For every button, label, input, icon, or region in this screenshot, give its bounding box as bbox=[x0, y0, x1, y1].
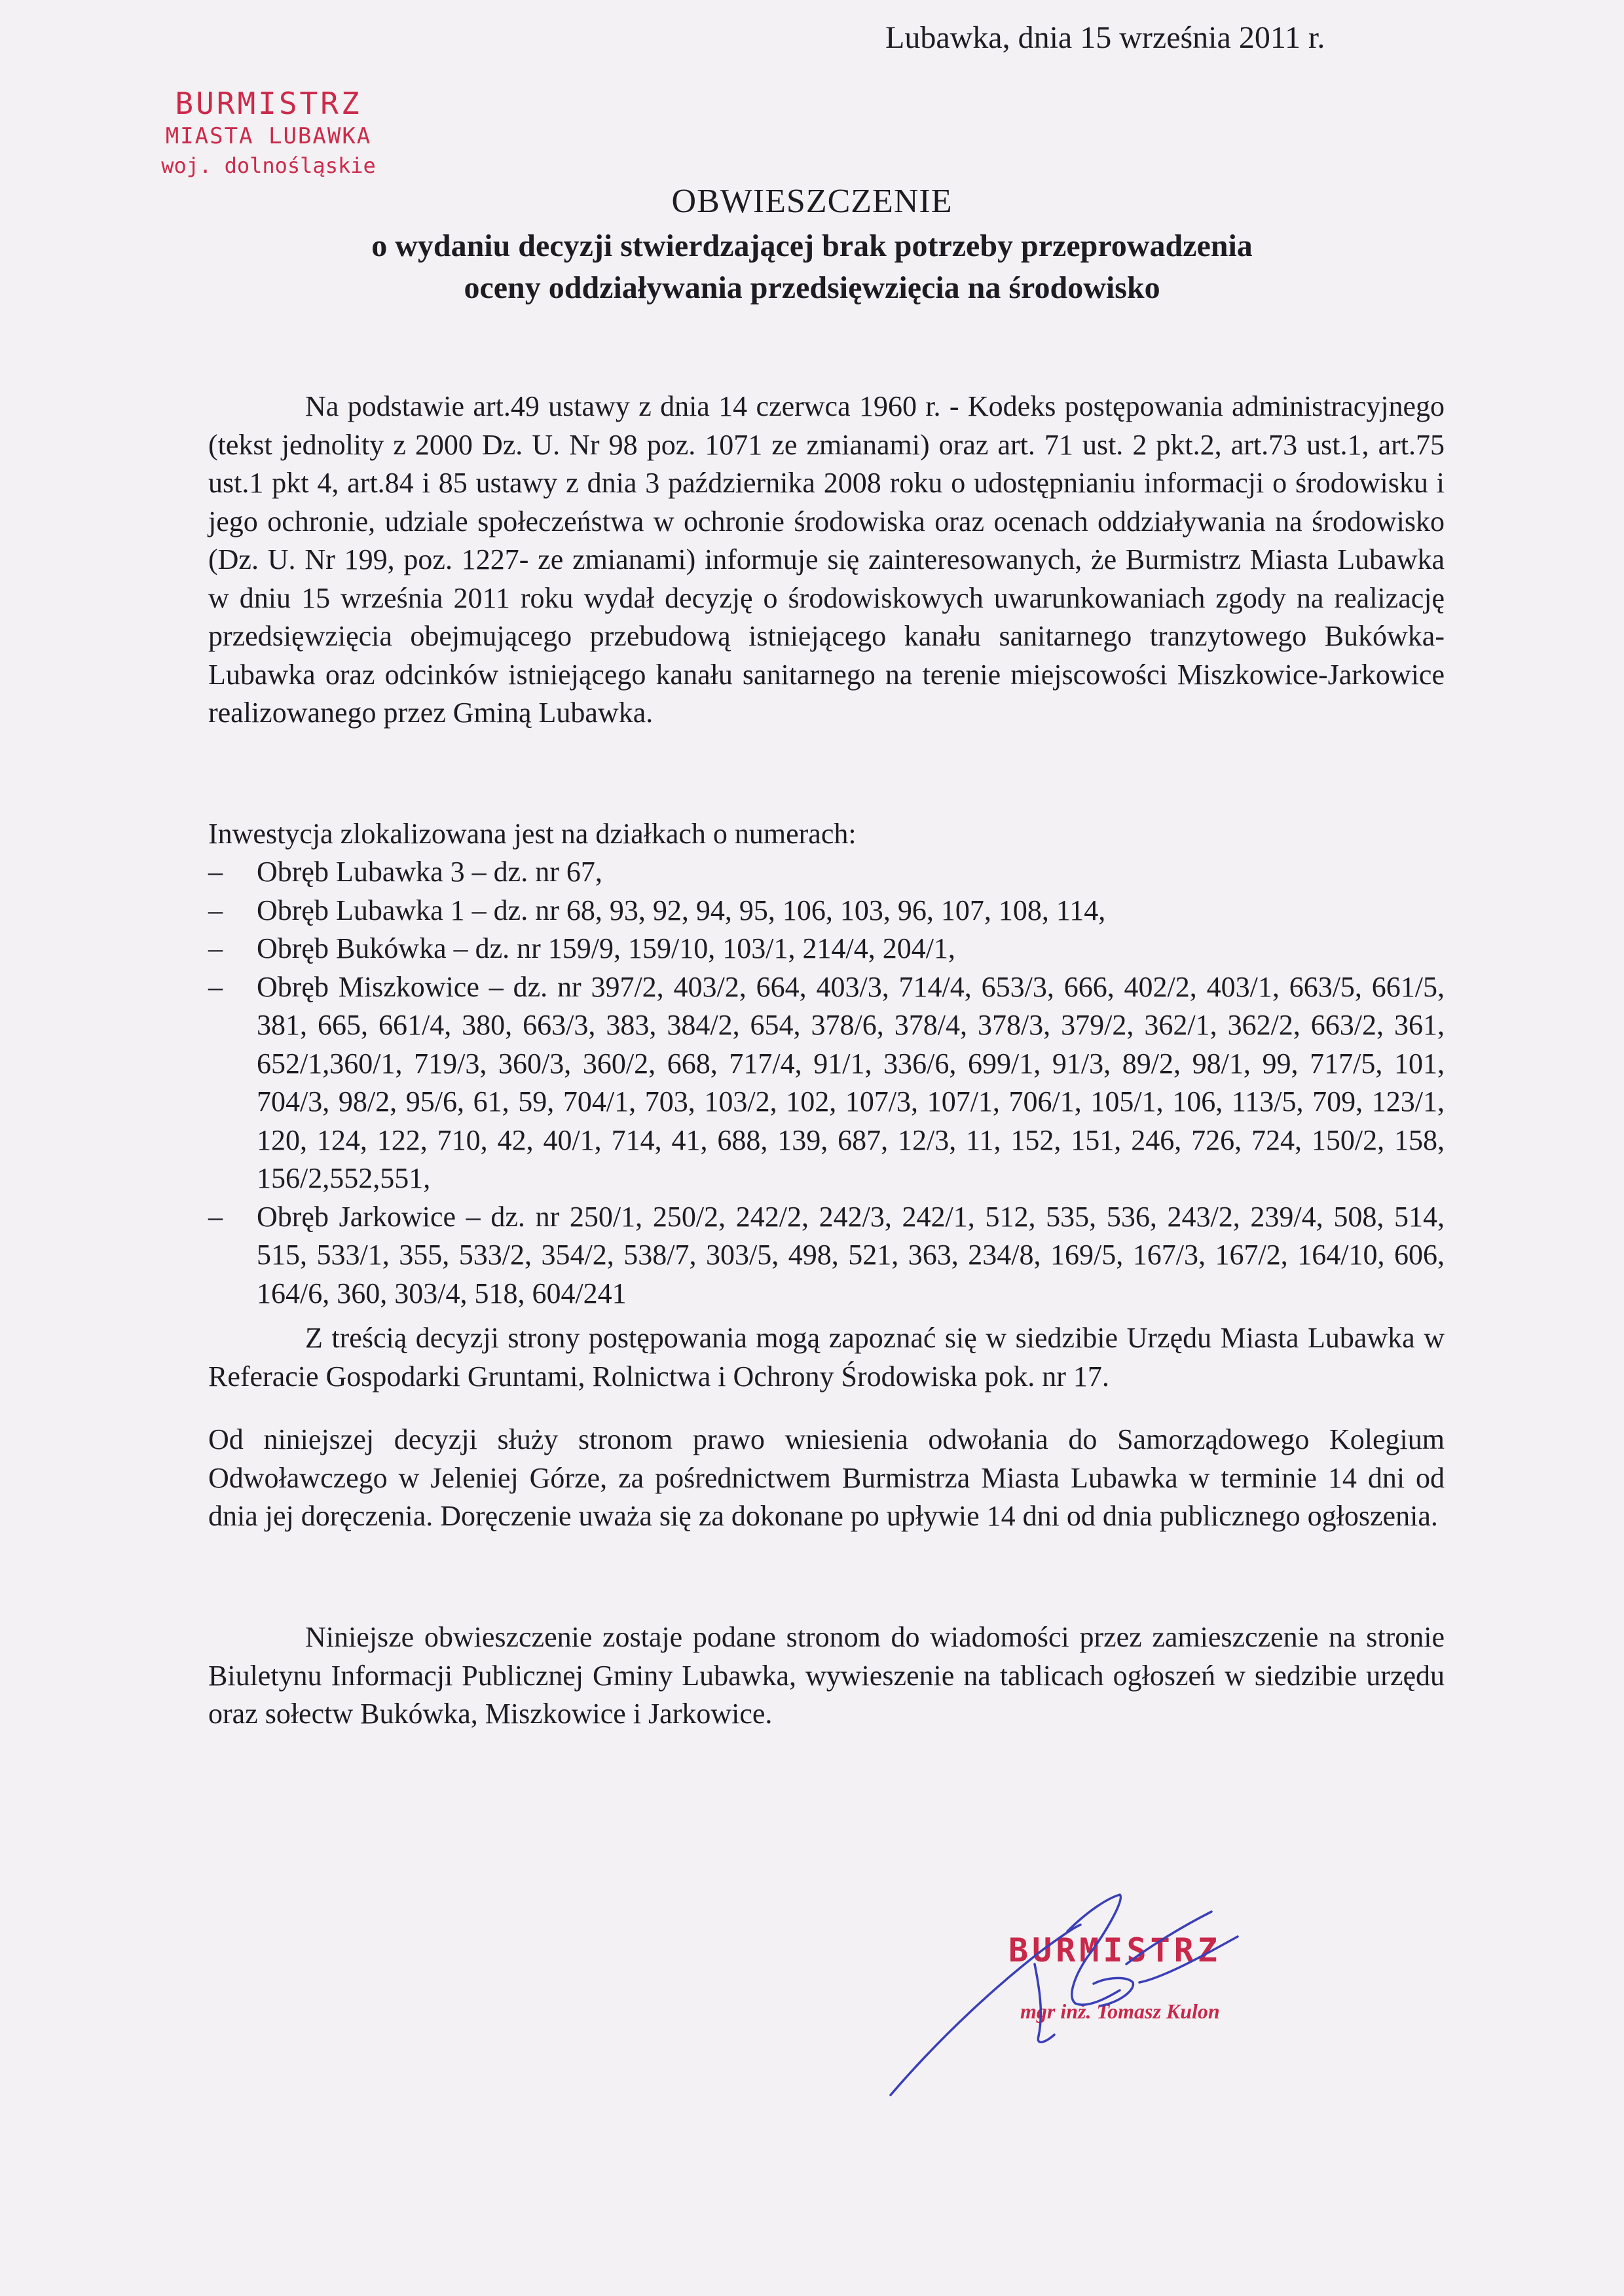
paragraph-decision-access: Z treścią decyzji strony postępowania mogą zapoznać się w siedzibie Urzędu Miasta Lubawka w Referacie Gospodarki Gruntami, Rolnictwa i Ochrony Środowiska pok. nr 17. bbox=[208, 1322, 1445, 1393]
list-item bbox=[208, 968, 1445, 1198]
list-dash: – bbox=[208, 970, 223, 1003]
signature-title: BURMISTRZ bbox=[1008, 1931, 1221, 1969]
list-item bbox=[208, 892, 1445, 930]
list-dash: – bbox=[208, 856, 223, 888]
plot-entry: Obręb Jarkowice – dz. nr 250/1, 250/2, 242/2, 242/3, 242/1, 512, 535, 536, 243/2, 239/4, 508, 514, 515, 533/1, 355, 533/2, 354/2, 538/7, 303/5, 498, 521, 363, 234/8, 169/5, 167/3, 167/2, 164/10, 606, 164/6, 360, 303/4, 518, 604/241 bbox=[257, 1200, 1445, 1309]
stamp-line-2: MIASTA LUBAWKA bbox=[165, 123, 372, 149]
plot-entry: Obręb Miszkowice – dz. nr 397/2, 403/2, 664, 403/3, 714/4, 653/3, 666, 402/2, 403/1, 663/5, 661/5, 381, 665, 661/4, 380, 663/3, 383, 384/2, 654, 378/6, 378/4, 378/3, 379/2, 362/1, 362/2, 663/2, 361, 652/1,360/1, 719/3, 360/3, 360/2, 668, 717/4, 91/1, 336/6, 699/1, 91/3, 89/2, 98/1, 99, 717/5, 101, 704/3, 98/2, 95/6, 61, 59, 704/1, 703, 103/2, 102, 107/3, 107/1, 706/1, 105/1, 106, 113/5, 709, 123/1, 120, 124, 122, 710, 42, 40/1, 714, 41, 688, 139, 687, 12/3, 11, 152, 151, 246, 726, 724, 150/2, 158, 156/2,552,551, bbox=[257, 970, 1445, 1194]
paragraph-legal-basis: Na podstawie art.49 ustawy z dnia 14 czerwca 1960 r. - Kodeks postępowania administracyjnego (tekst jednolity z 2000 Dz. U. Nr 98 poz. 1071 ze zmianami) oraz art. 71 ust. 2 pkt.2, art.73 ust.1, art.75 ust.1 pkt 4, art.84 i 85 ustawy z dnia 3 października 2008 roku o udostępnianiu informacji o środowisku i jego ochronie, udziale społeczeństwa w ochronie środowiska oraz ocenach oddziaływania na środowisko (Dz. U. Nr 199, poz. 1227- ze zmianami) informuje się zainteresowanych, że Burmistrz Miasta Lubawka w dniu 15 września 2011 roku wydał decyzję o środowiskowych uwarunkowaniach zgody na realizację przedsięwzięcia obejmującego przebudową istniejącego kanału sanitarnego tranzytowego Bukówka- Lubawka oraz odcinków istniejącego kanału sanitarnego na terenie miejscowości Miszkowice-Jarkowice realizowanego przez Gminą Lubawka. bbox=[208, 390, 1445, 729]
handwritten-signature-icon bbox=[871, 1886, 1290, 2108]
signatory-name: mgr inż. Tomasz Kulon bbox=[1020, 1999, 1220, 2023]
signature-stroke bbox=[1035, 1964, 1054, 2042]
list-dash: – bbox=[208, 1200, 223, 1233]
signature-stroke bbox=[1126, 1912, 1211, 1964]
list-dash: – bbox=[208, 894, 223, 926]
paragraph-publication: Niniejsze obwieszczenie zostaje podane stronom do wiadomości przez zamieszczenie na stronie Biuletynu Informacji Publicznej Gminy Lubawka, wywieszenie na tablicach ogłoszeń w siedzibie urzędu oraz sołectw Bukówka, Miszkowice i Jarkowice. bbox=[208, 1621, 1445, 1730]
document-subtitle-line-2: oceny oddziaływania przedsięwzięcia na środowisko bbox=[464, 270, 1160, 305]
list-item bbox=[208, 853, 1445, 892]
document-title: OBWIESZCZENIE bbox=[671, 183, 953, 220]
paragraph-appeal: Od niniejszej decyzji służy stronom prawo wniesienia odwołania do Samorządowego Kolegium Odwoławczego w Jeleniej Górze, za pośrednictwem Burmistrza Miasta Lubawka w terminie 14 dni od dnia jej doręczenia. Doręczenie uważa się za dokonane po upływie 14 dni od dnia publicznego ogłoszenia. bbox=[208, 1423, 1445, 1532]
plot-list bbox=[208, 853, 1445, 1313]
investment-intro: Inwestycja zlokalizowana jest na działkach o numerach: bbox=[208, 818, 857, 850]
list-item bbox=[208, 1198, 1445, 1313]
office-stamp bbox=[118, 85, 419, 181]
plot-entry: Obręb Lubawka 3 – dz. nr 67, bbox=[257, 856, 602, 888]
stamp-line-3: woj. dolnośląskie bbox=[161, 153, 376, 178]
signature-stroke bbox=[1067, 1895, 1120, 2005]
list-dash: – bbox=[208, 932, 223, 964]
document-subtitle-line-1: o wydaniu decyzji stwierdzającej brak potrzeby przeprowadzenia bbox=[371, 228, 1253, 263]
signature-strokes bbox=[891, 1895, 1238, 2095]
list-item bbox=[208, 930, 1445, 968]
stamp-line-1: BURMISTRZ bbox=[175, 86, 362, 121]
date-line: Lubawka, dnia 15 września 2011 r. bbox=[885, 20, 1325, 55]
title-block bbox=[196, 178, 1428, 309]
plot-entry: Obręb Bukówka – dz. nr 159/9, 159/10, 103/1, 214/4, 204/1, bbox=[257, 932, 955, 964]
plot-entry: Obręb Lubawka 1 – dz. nr 68, 93, 92, 94, 95, 106, 103, 96, 107, 108, 114, bbox=[257, 894, 1106, 926]
signature-stroke bbox=[891, 1925, 1080, 2095]
